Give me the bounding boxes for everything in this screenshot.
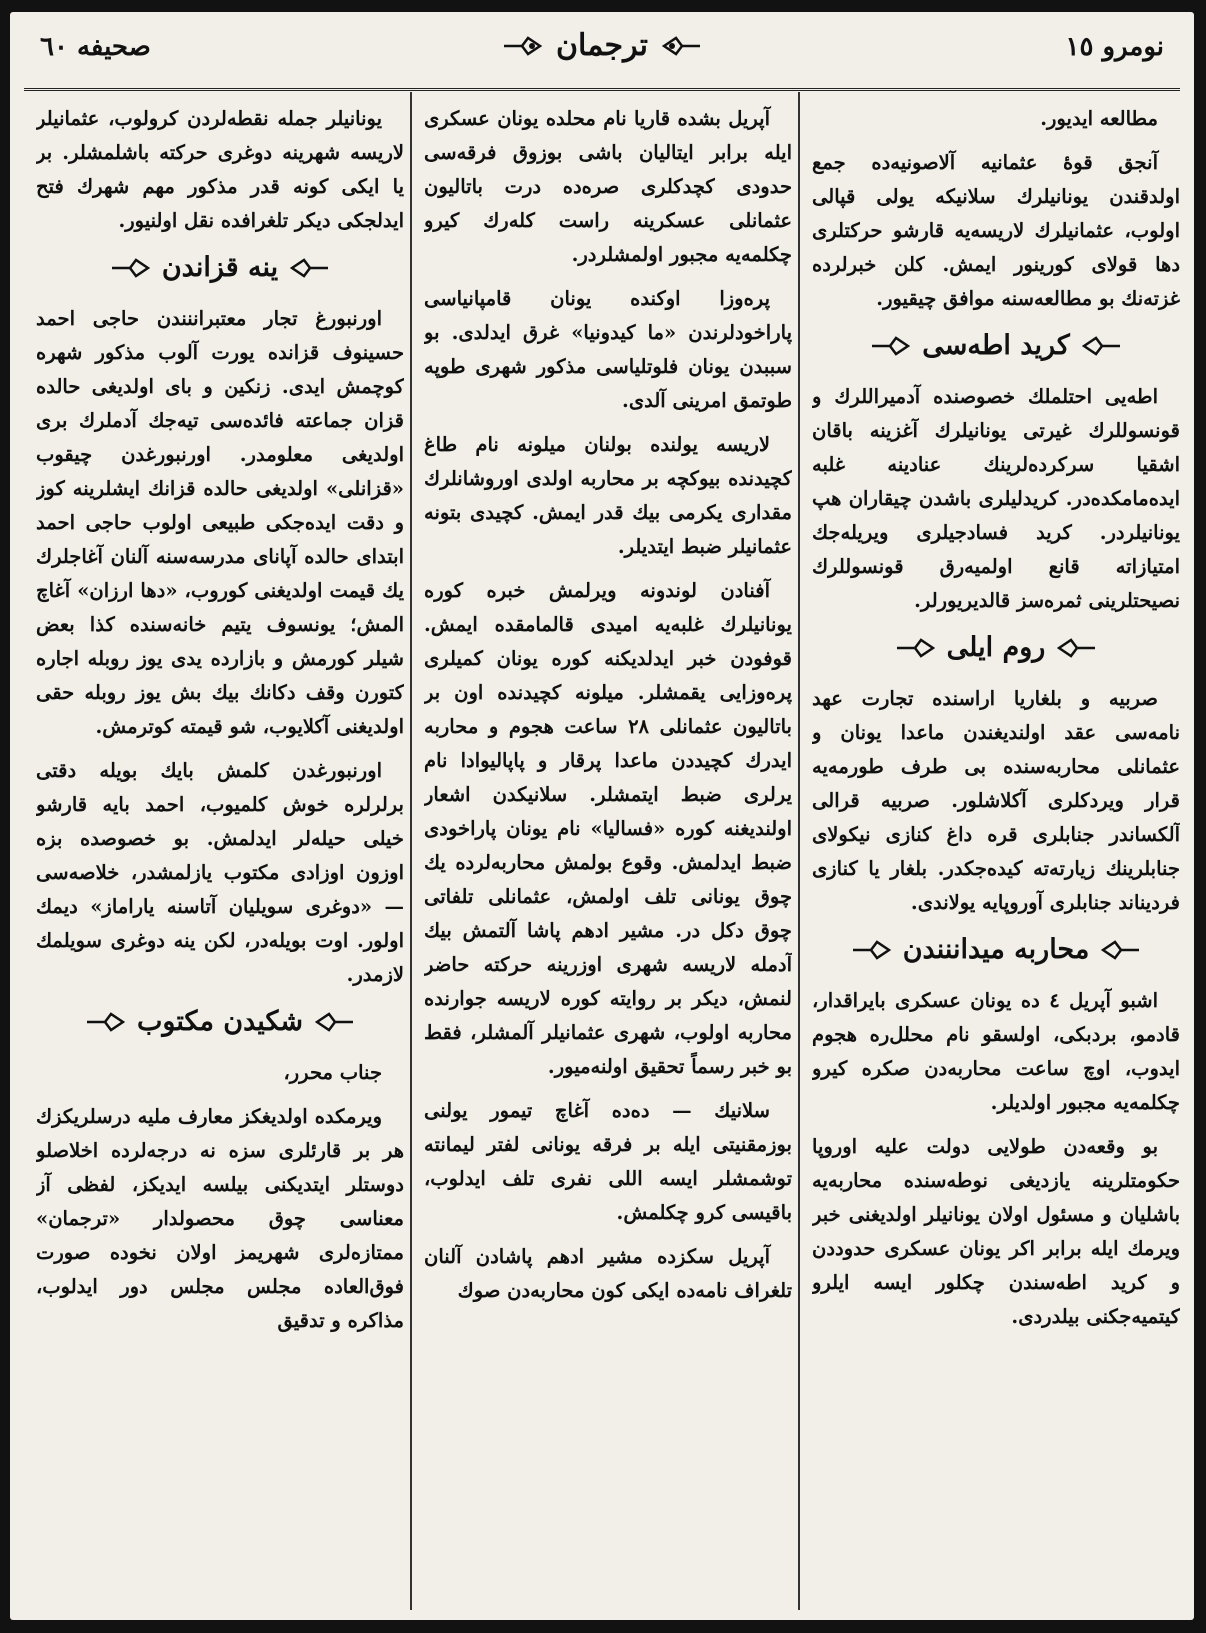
article-paragraph: آنجق قوهٔ عثمانيه آلاصونيه‌ده جمع اولدقندن يونانيلرك سلانيكه يولی قپالی اولوب، عثمانيلرك لاريسه‌يه قارشو حركتلری دها قولای كورينور ايمش. كلن خبرلرده غزته‌نك بو مطالعه‌سنه موافق چيقيور. [812,151,1180,310]
article-paragraph: اورنبورغدن كلمش بايك بويله دقتی برلرلره خوش كلميوب، احمد بايه قارشو خيلی حيله‌لر ايدلمش. بو خصوصده بزه اوزون اوزادی مكتوب يازلمشدر، خلاصه‌سی — «دوغری سويليان آتاسنه ياراماز» ديمك اولور. اوت بويله‌در، لكن ينه دوغری سويلمك لازمدر. [36,759,404,986]
section-heading-text: ينه قزاندن [161,252,279,283]
section-heading-text: كريد اطه‌سی [922,330,1070,361]
section-heading [36,1002,404,1042]
ornament-icon [290,256,330,280]
ornament-icon [1101,938,1141,962]
newspaper-title-text: ترجمان [556,28,648,63]
section-heading-text: محاربه ميداننندن [902,934,1090,965]
ornament-icon [1082,334,1122,358]
column-divider [798,92,800,1610]
ornament-icon [1057,636,1097,660]
article-paragraph: سلانيك — ده‌ده آغاچ تيمور يولنی بوزمقنيتی ايله بر فرقه يونانی لفتر ليمانته توشمشلر ايسه اللی نفری تلف ايدلوب، باقيسی كرو چكلمش. [424,1099,792,1224]
article-paragraph: آپريل بشده قاريا نام محلده يونان عسكری ايله برابر ايتاليان باشی بوزوق فرقه‌سی حدودی كچدكلری صره‌ده درت باتاليون عثمانلی عسكرينه راست كله‌رك كيرو چكلمه‌يه مجبور اولمشلردر. [424,107,792,266]
section-heading-text: روم ايلی [946,632,1046,663]
ornament-icon [870,334,910,358]
header-rule [24,88,1180,91]
article-paragraph: يونانيلر جمله نقطه‌لردن كرولوب، عثمانيلر لاريسه شهرينه دوغری حركته باشلمشلر. بر يا ايكی كونه قدر مذكور مهم شهرك فتح ايدلجكی ديكر تلغرافده نقل اولنيور. [36,107,404,232]
article-paragraph: آفنادن لوندونه ويرلمش خبره كوره يونانيلرك غلبه‌يه اميدی قالمامقده ايمش. قوفودن خبر ايدلديكنه كوره يونان كميلری پره‌وزايی يقمشلر. ميلونه كچيدنده اون بر باتاليون عثمانلی ٢٨ ساعت هجوم و محاربه ايدرك كچيددن ماعدا پرقار و پاپاليوادا نام يرلری ضبط ايتمشلر. سلانيكدن اشعار اولنديغنه كوره «فساليا» نام يونان پاراخودی ضبط ايدلمش. وقوع بولمش محاربه‌لرده يك چوق يونانی تلف اولمش، عثمانلی تلفاتی چوق دكل در. مشير ادهم پاشا آلتمش بيك آدمله لاريسه شهری اوزرينه حركته حاضر لنمش، ديكر بر روايته كوره لاريسه جوارنده محاربه اولوب، شهری عثمانيلر آلمشلر، فقط بو خبر رسماً تحقيق اولنه‌ميور. [424,579,792,1078]
article-paragraph: آپريل سكزده مشير ادهم پاشادن آلنان تلغراف نامه‌ده ايكی كون محاربه‌دن صوك [424,1245,792,1302]
ornament-icon [110,256,150,280]
ornament-icon [85,1010,125,1034]
article-paragraph: مطالعه ايديور. [1040,107,1158,130]
ornament-icon [502,34,542,58]
ornament-icon [662,34,702,58]
article-paragraph: اورنبورغ تجار معتبراننندن حاجی احمد حسينوف قزانده يورت آلوب مذكور شهره كوچمش ايدی. زنكين و بای اولديغی حالده قزان جماعته فائده‌سی تيه‌جك آدملرك بری اولديغی معلومدر. اورنبورغدن چيقوب «قزانلی» اولديغی حالده قزانك ايشلرينه كوز و دقت ايده‌جكی طبيعی اولوب حاجی احمد ابتدای حالده آپانای مدرسه‌سنه آلنان آغاجلرك يك قيمت اولديغنی كوروب، «دها ارزان» آغاچ المش؛ يونسوف يتيم خانه‌سنده كذا بعض شيلر كورمش و بازارده يدی يوز روبله اجاره كتورن وقف دكانك بيك بش يوز روبله حقی اولديغنی آكلايوب، شو قيمته كوترمش. [36,307,404,738]
section-heading-text: شكيدن مكتوب [137,1006,303,1037]
issue-number: نومرو ١٥ [1065,32,1164,62]
article-paragraph: اطه‌يی احتلملك خصوصنده آدميراللرك و قونسوللرك غيرتی يونانيلرك آغزينه باقان اشقيا سركرده‌لرينك عنادينه غلبه ايده‌مامكده‌در. كريدليلری باشدن چيقاران هپ يونانيلردر. كريد فسادجيلری ويريله‌جك امتيازاته قانع اولميه‌رق قونسوللرك نصيحتلرينی ثمره‌سز قالديريورلر. [812,385,1180,612]
article-paragraph: لاريسه يولنده بولنان ميلونه نام طاغ كچيدنده بيوكچه بر محاربه اولدی اوروشانلرك مقداری يكرمی بيك قدر ايمش. كچيدی بتونه عثمانيلر ضبط ايتديلر. [424,433,792,558]
article-paragraph: پره‌وزا اوكنده يونان قامپانياسی پاراخودلرندن «ما كيدونيا» غرق ايدلدی. بو سببدن يونان فلوتلياسی مذكور شهری طوپه طوتمق امرينی آلدی. [424,287,792,412]
column-left [36,102,404,1610]
section-heading [36,248,404,288]
column-divider [410,92,412,1610]
masthead [30,26,1174,78]
ornament-icon [851,938,891,962]
article-paragraph: صربيه و بلغاريا اراسنده تجارت عهد نامه‌سی عقد اولنديغندن ماعدا يونان و عثمانلی محاربه‌سنده بی طرف طورمه‌يه قرار ويردكلری آكلاشلور. صربيه قرالی آلكساندر جنابلری قره داغ كنازی نيكولای جنابلرينك زيارته‌ته كيده‌جكدر. بلغار يا كنازی فرديناند جنابلری آوروپايه يولاندی. [812,687,1180,914]
section-heading [812,326,1180,366]
newspaper-title [502,28,702,63]
section-heading [812,628,1180,668]
article-paragraph: جناب محرر، [283,1061,382,1084]
article-paragraph: اشبو آپريل ٤ ده يونان عسكری بايراقدار، قادمو، بردبكی، اولسقو نام محلل‌ره هجوم ايدوب، اوچ ساعت محاربه‌دن صكره كيرو چكلمه‌يه مجبور اولديلر. [812,989,1180,1114]
column-middle [424,102,792,1610]
article-paragraph: بو وقعه‌دن طولايی دولت عليه اوروپا حكومتلرينه يازديغی نوطه‌سنده محاربه‌يه باشليان و مسئول اولان يونانيلر اولديغنی خبر ويرمك ايله برابر اكر يونان عسكری حدوددن و كريد اطه‌سندن چكلور ايسه ايلرو كيتميه‌جكنی بيلدردی. [812,1135,1180,1328]
ornament-icon [315,1010,355,1034]
newspaper-page [10,12,1194,1620]
column-right [812,102,1180,1610]
article-paragraph: ويرمكده اولديغكز معارف مليه درسلريكزك هر بر قارئلری سزه نه درجه‌لرده اخلاصلو دوستلر ايتديكنی بيلسه ايديكز، لفظی آز معناسی چوق محصولدار «ترجمان» ممتازه‌لری شهريمز اولان نخوده صورت فوق‌العاده مجلس مجلس دور ايدلوب، مذاكره و تدقيق [36,1105,404,1332]
ornament-icon [895,636,935,660]
page-number: صحيفه ٦٠ [40,32,151,62]
section-heading [812,930,1180,970]
